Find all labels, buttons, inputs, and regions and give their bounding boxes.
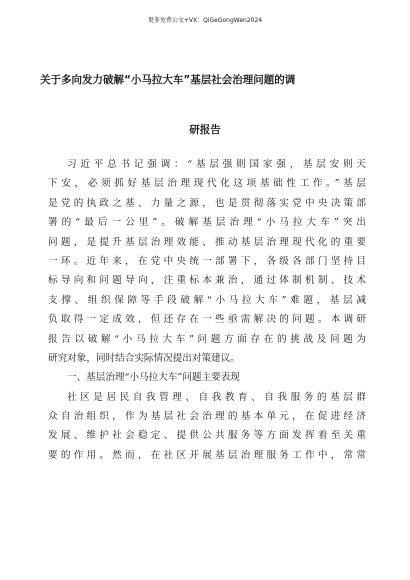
paragraph-line: 众自治组织，作为基层社会治理的基本单元，在促进经济 xyxy=(48,411,366,423)
paragraph-line: 署的“最后一公里”。破解基层治理“小马拉大车”突出 xyxy=(48,217,366,229)
paragraph-line: 社区是居民自我管理、自我教育、自我服务的基层群 xyxy=(67,391,366,403)
paragraph-line: 要的作用。然而，在社区开展基层治理服务工作中，常常 xyxy=(48,449,366,461)
paragraph-line: 研究对象，同时结合实际情况提出对策建议。 xyxy=(48,352,240,364)
paragraph-line: 一环。近年来，在党中央统一部署下，各级各部门坚持目 xyxy=(48,255,366,267)
paragraph-line: 习近平总书记强调：“基层强则国家强，基层安则天 xyxy=(67,159,366,170)
document-title-line1: 关于多向发力破解“小马拉大车”基层社会治理问题的调 xyxy=(40,74,296,86)
paragraph-line: 标导向和问题导向，注重标本兼治，通过体制机制、技术 xyxy=(48,275,366,287)
paragraph-line: 支撑、组织保障等手段破解“小马拉大车”难题，基层减 xyxy=(48,294,366,306)
document-body xyxy=(48,155,366,465)
paragraph-line: 报告以破解“小马拉大车”问题方面存在的挑战及问题为 xyxy=(48,333,366,345)
paragraph-line: 是党的执政之基、力量之源，也是贯彻落实党中央决策部 xyxy=(48,197,366,209)
section-heading: 一、基层治理“小马拉大车”问题主要表现 xyxy=(67,372,240,384)
header-note: 更多免费公文+VX：QiGeGongWen2024 xyxy=(147,17,263,24)
paragraph-line: 下安，必须抓好基层治理现代化这项基础性工作。”基层 xyxy=(48,178,366,190)
paragraph-line: 负取得一定成效，但还存在一些亟需解决的问题。本调研 xyxy=(48,314,366,326)
paragraph-line: 问题，是提升基层治理效能、推动基层治理现代化的重要 xyxy=(48,236,366,248)
document-title-line2: 研报告 xyxy=(189,124,221,136)
paragraph-line: 发展、维护社会稳定、提供公共服务等方面发挥着至关重 xyxy=(48,430,366,442)
